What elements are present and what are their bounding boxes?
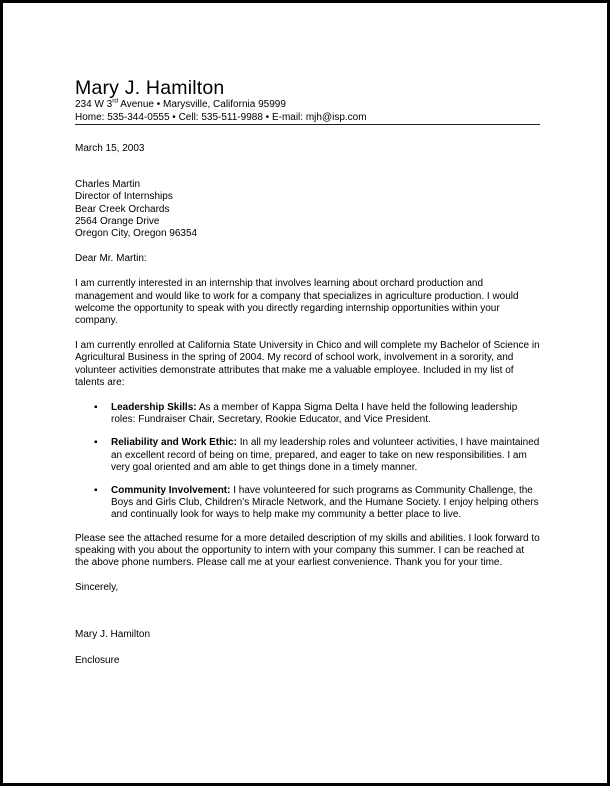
enclosure-note: Enclosure [75, 654, 120, 666]
salutation: Dear Mr. Martin: [75, 253, 147, 265]
sender-address-ordinal: rd [112, 97, 119, 105]
letter-page [3, 3, 607, 783]
recipient-title: Director of Internships [75, 191, 173, 203]
talent-text: In all my leadership roles and volunteer activities, I have maintained an excellent record of being on time, prepared, and eager to take on new responsibilities. I am very goal oriented and am able to get things done in a timely manner. [111, 437, 540, 473]
list-item [94, 402, 540, 426]
recipient-city: Oregon City, Oregon 96354 [75, 228, 198, 240]
talents-list [75, 402, 540, 522]
talent-text: I have volunteered for such programs as Community Challenge, the Boys and Girls Club, Children’s Miracle Network, and the Humane Society. I enjoy helping others and continually look for ways to help make my community a better place to live. [111, 485, 539, 521]
talent-text: As a member of Kappa Sigma Delta I have held the following leadership roles: Fundraiser Chair, Secretary, Rookie Educator, and Vice President. [111, 402, 518, 426]
letter-body [75, 143, 540, 667]
paragraph-education: I am currently enrolled at California State University in Chico and will complete my Bachelor of Science in Agricultural Business in the spring of 2004. My record of school work, involvement in a sorority, and volunteer activities demonstrate attributes that make me a valuable employee. Included in my list of talents are: [75, 340, 540, 388]
sender-name: Mary J. Hamilton [75, 77, 225, 99]
letter-date: March 15, 2003 [75, 143, 145, 154]
signature-name: Mary J. Hamilton [75, 629, 151, 641]
sender-address [75, 99, 540, 112]
talent-title: Leadership Skills: [111, 402, 197, 414]
square-bullet-icon: ▪ [94, 485, 98, 497]
sender-address-city: Avenue • Marysville, California 95999 [118, 99, 286, 110]
square-bullet-icon: ▪ [94, 437, 98, 449]
paragraph-closing: Please see the attached resume for a more detailed description of my skills and abilities. I look forward to speaking with you about the opportunity to intern with your company this summer. I can be reached at the above phone numbers. Please call me at your earliest convenience. Thank you for your time. [75, 532, 540, 569]
recipient-address [75, 179, 540, 240]
recipient-street: 2564 Orange Drive [75, 215, 160, 227]
sender-contact: Home: 535-344-0555 • Cell: 535-511-9988 • E-mail: mjh@isp.com [75, 111, 367, 123]
letterhead [75, 77, 540, 124]
square-bullet-icon: ▪ [94, 402, 98, 414]
talent-title: Community Involvement: [111, 485, 231, 497]
letterhead-divider [75, 124, 540, 125]
talent-title: Reliability and Work Ethic: [111, 437, 237, 449]
recipient-name: Charles Martin [75, 179, 141, 191]
list-item [94, 437, 540, 474]
recipient-company: Bear Creek Orchards [75, 203, 170, 215]
complimentary-close: Sincerely, [75, 582, 119, 594]
sender-address-street: 234 W 3 [75, 99, 113, 110]
paragraph-intro: I am currently interested in an internship that involves learning about orchard production and management and would like to work for a company that specializes in agriculture production. I would welcome the opportunity to speak with you directly regarding internship opportunities within your company. [75, 278, 519, 327]
list-item [94, 485, 540, 522]
